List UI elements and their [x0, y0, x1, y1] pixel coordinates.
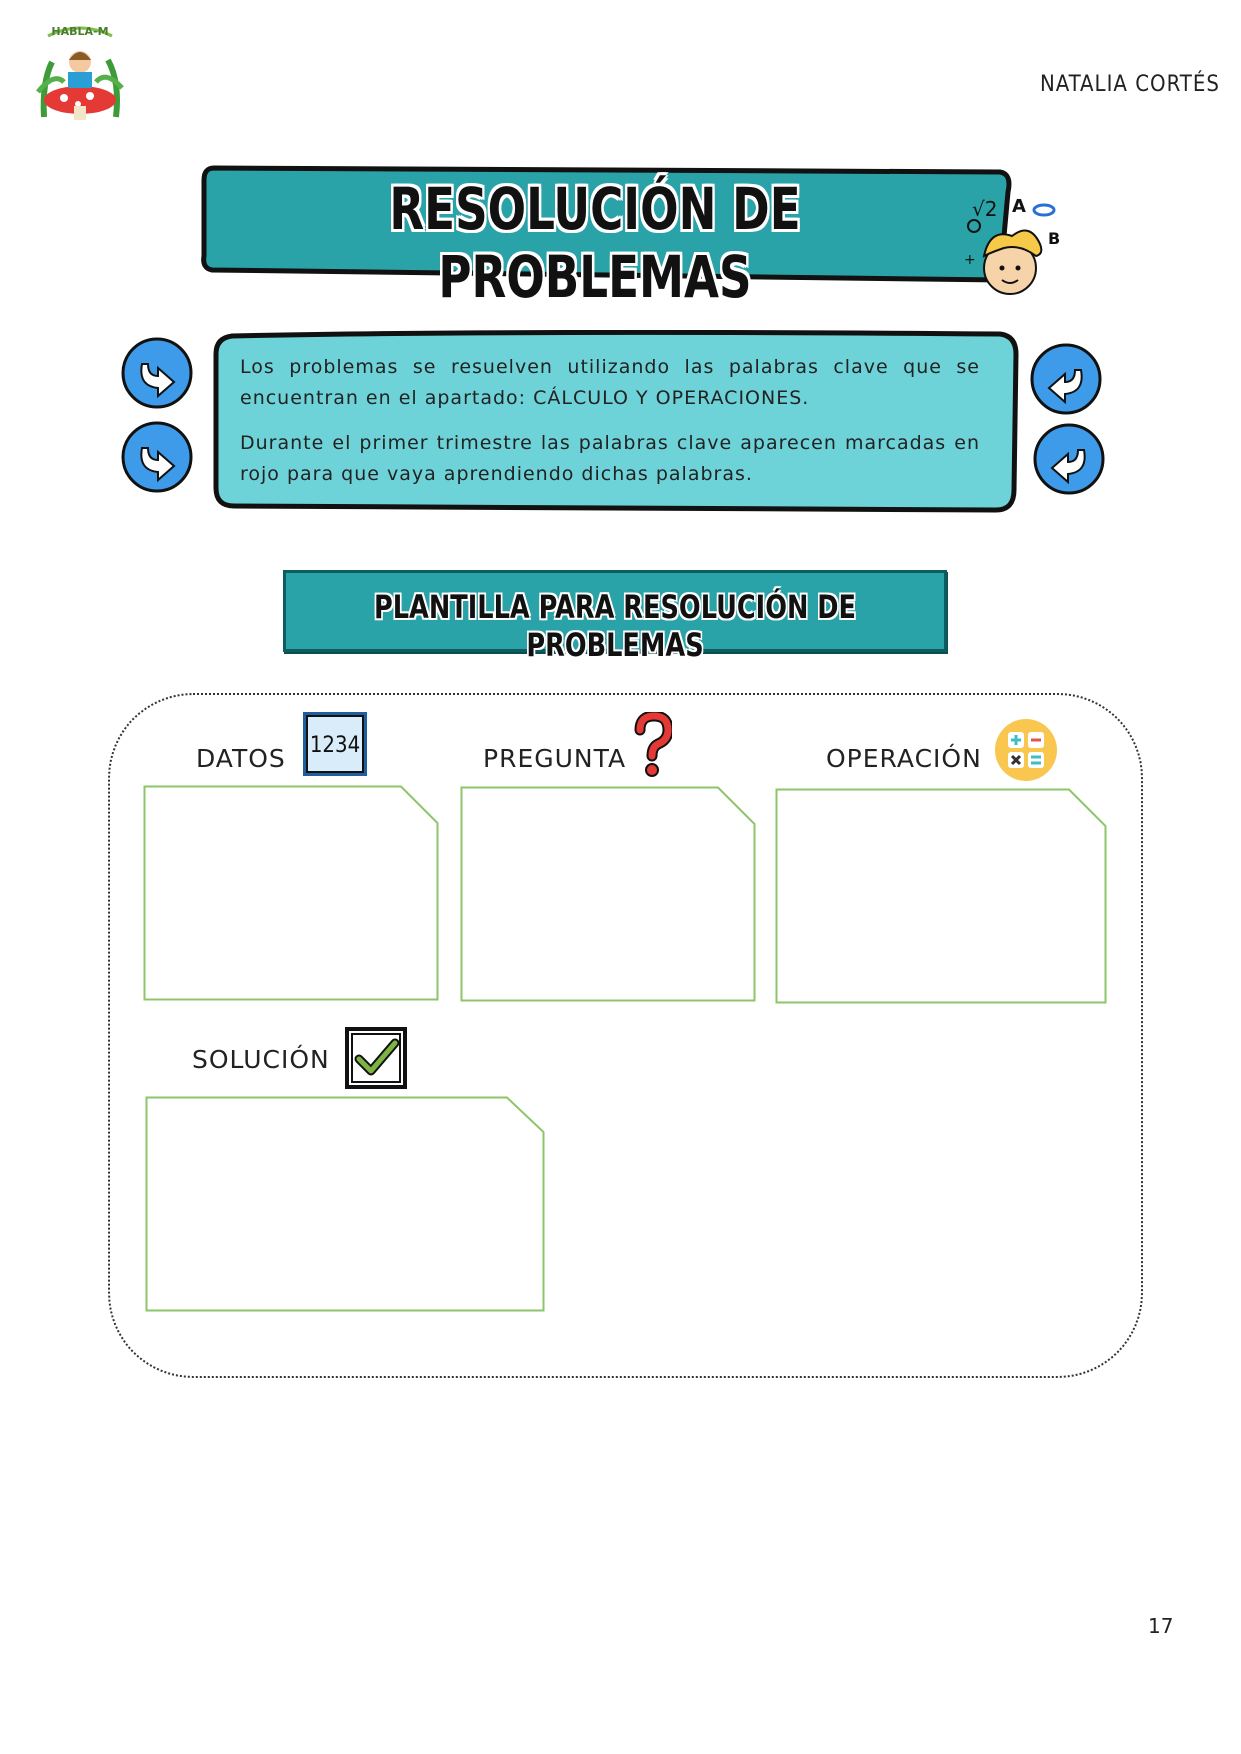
question-mark-icon [632, 712, 672, 778]
solucion-label: SOLUCIÓN [192, 1045, 330, 1074]
pregunta-box[interactable] [460, 786, 756, 1002]
svg-text:+: + [964, 252, 976, 268]
arrow-left-icon [1027, 340, 1105, 418]
math-boy-icon [960, 192, 1070, 302]
solucion-box[interactable] [145, 1096, 545, 1312]
info-paragraph-2: Durante el primer trimestre las palabras clave aparecen marcadas en rojo para que vaya aprendiendo dichas palabras. [240, 432, 980, 485]
info-text [240, 352, 980, 504]
numbers-icon-text: 1234 [309, 733, 361, 758]
info-paragraph-1: Los problemas se resuelven utilizando las palabras clave que se encuentran en el apartado: CÁLCULO Y OPERACIONES. [240, 356, 980, 409]
datos-box[interactable] [143, 785, 439, 1001]
subtitle: PLANTILLA PARA RESOLUCIÓN DE PROBLEMAS [373, 588, 857, 664]
page-title: RESOLUCIÓN DE PROBLEMAS [389, 175, 801, 311]
operacion-box[interactable] [775, 788, 1107, 1004]
svg-text:B: B [1048, 229, 1061, 248]
arrow-right-icon [118, 334, 196, 412]
checkmark-icon [345, 1027, 407, 1089]
arrow-right-icon [118, 418, 196, 496]
numbers-icon [301, 710, 369, 778]
svg-text:A: A [1012, 196, 1026, 217]
habla-m-logo [34, 22, 126, 122]
arrow-left-icon [1030, 420, 1108, 498]
pregunta-label: PREGUNTA [483, 744, 627, 773]
logo-text: HABLA-M [51, 25, 109, 38]
author-name: NATALIA CORTÉS [1040, 72, 1220, 97]
page-number: 17 [1148, 1614, 1174, 1638]
operacion-label: OPERACIÓN [826, 744, 982, 773]
svg-text:√2: √2 [972, 197, 998, 221]
datos-label: DATOS [196, 744, 286, 773]
calculator-icon [994, 718, 1058, 782]
